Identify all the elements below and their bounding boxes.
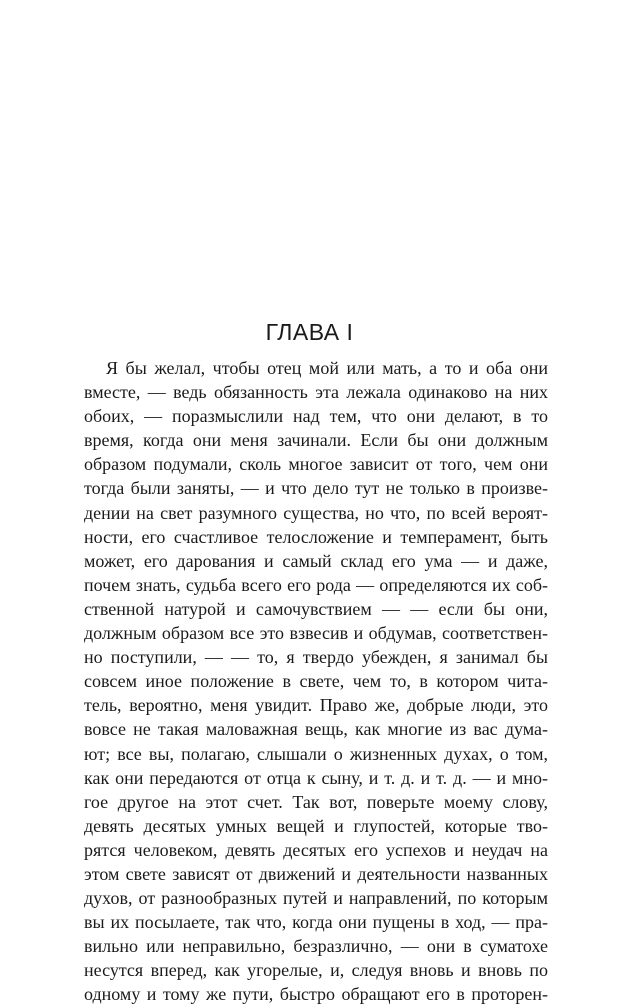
- text-line: Я бы желал, чтобы отец мой или мать, а то и оба они: [106, 358, 548, 378]
- text-line: этом свете зависят от движений и деятельности названных: [84, 863, 548, 884]
- text-line: почем знать, судьба всего его рода — определяются их соб-: [84, 574, 548, 595]
- text-line: гое другое на этот счет. Так вот, поверьте моему слову,: [84, 791, 548, 812]
- text-line: вместе, — ведь обязанность эта лежала одинаково на них: [84, 382, 548, 403]
- text-line: девять десятых умных вещей и глупостей, которые тво-: [84, 815, 548, 836]
- text-line: ственной натурой и самочувствием — — если бы они,: [84, 598, 548, 619]
- text-line: ности, его счастливое телосложение и темперамент, быть: [84, 526, 548, 547]
- text-line: вовсе не такая маловажная вещь, как многие из вас дума-: [84, 719, 548, 740]
- text-line: тель, вероятно, меня увидит. Право же, добрые люди, это: [84, 695, 548, 716]
- text-line: вы их посылаете, так что, когда они пущены в ход, — пра-: [84, 912, 548, 933]
- text-line: обоих, — поразмыслили над тем, что они делают, в то: [84, 406, 548, 427]
- text-line: тогда были заняты, — и что дело тут не только в произве-: [84, 478, 548, 499]
- text-line: но поступили, — — то, я твердо убежден, я занимал бы: [84, 647, 548, 668]
- text-line: как они передаются от отца к сыну, и т. д. и т. д. — и мно-: [84, 767, 548, 788]
- text-line: вильно или неправильно, безразлично, — они в суматохе: [84, 936, 548, 957]
- chapter-text: [84, 356, 548, 1007]
- text-line: ют; все вы, полагаю, слышали о жизненных духах, о том,: [84, 743, 548, 764]
- text-line: совсем иное положение в свете, чем то, в котором чита-: [84, 671, 548, 692]
- text-line: духов, от разнообразных путей и направлений, по которым: [84, 888, 548, 909]
- text-line: время, когда они меня зачинали. Если бы они должным: [84, 430, 548, 451]
- text-line: одному и тому же пути, быстро обращают его в проторен-: [84, 984, 548, 1005]
- text-line: может, его дарования и самый склад его ума — и даже,: [84, 550, 548, 571]
- text-line: рятся человеком, девять десятых его успехов и неудач на: [84, 839, 548, 860]
- chapter-title: ГЛАВА I: [265, 319, 354, 345]
- text-line: несутся вперед, как угорелые, и, следуя вновь и вновь по: [84, 960, 548, 981]
- text-line: образом подумали, сколь многое зависит от того, чем они: [84, 454, 548, 475]
- text-line: дении на свет разумного существа, но что, по всей вероят-: [84, 502, 548, 523]
- text-line: должным образом все это взвесив и обдумав, соответствен-: [84, 623, 548, 644]
